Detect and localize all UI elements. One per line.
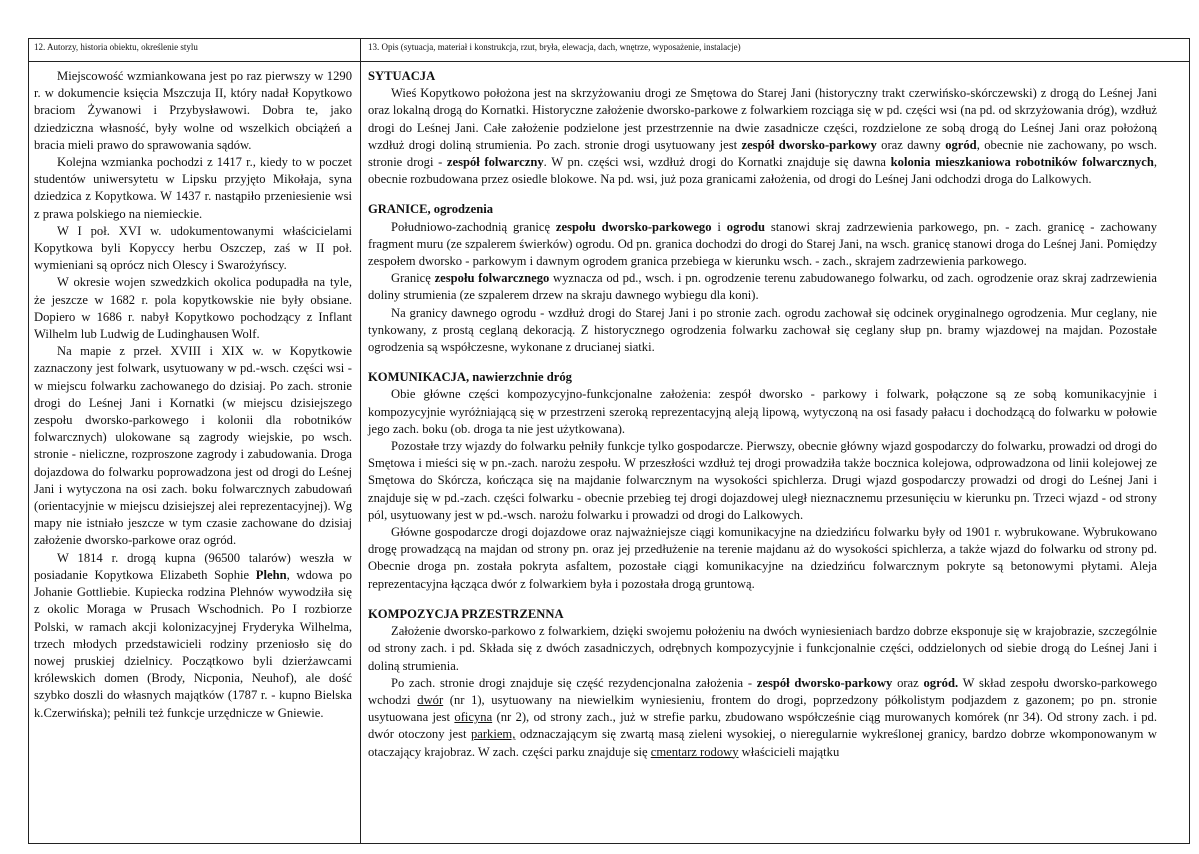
text-run: oraz: [892, 675, 924, 690]
emphasis: zespołu dworsko-parkowego: [555, 219, 712, 234]
text-run: Wieś Kopytkowo położona jest na skrzyżowaniu drogi ze Smętowa do Starej Jani (historyczny trakt czerwińsko-skórczewski) z drogą do Leśnej Jani oraz lokalną drogą do Kornatki. Historyczne założenie dworsko-parkowe z folwarkiem rozciąga się w pd. części wsi (na pd. od skrzyżowania dróg), wzdłuż drogi do Leśnej Jani. Całe założenie podzielone jest przestrzennie na dwie zasadnicze części, rozdzielone ze sobą drogą do Leśnej Jani oraz położoną wzdłuż drogi doliną strumienia. Po zach. stronie drogi usytuowany jest: [368, 86, 1157, 152]
history-paragraph: Kolejna wzmianka pochodzi z 1417 r., kiedy to w poczet studentów uniwersytetu w Lipsku przyjęto Mikołaja, syna dziedzica z Kopytkowa. W 1437 r. nastąpiło przeniesienie wsi z prawa polskiego na niemieckie.: [34, 155, 352, 221]
history-paragraph: Na mapie z przeł. XVIII i XIX w. w Kopytkowie zaznaczony jest folwark, usytuowany w pd.-wsch. części wsi - w miejscu folwarku zachowanego do dzisiaj. Po zach. stronie drogi do Leśnej Jani i Kornatki (w miejscu dzisiejszego zespołu dworsko-parkowego i kolonii dla robotników folwarcznych) ulokowane są zagrody wiejskie, po wsch. stronie - nieliczne, rozproszone zagrody i zabudowania. Droga dojazdowa do folwarku poprowadzona jest od drogi do Leśnej Jani i wytyczona na osi zach. boku folwarcznych zabudowań (orientacyjnie w miejscu dzisiejszej alei reprezentacyjnej). Wg mapy nie istniało jeszcze w tym czasie zachowane do dzisiaj założenie dworsko-parkowe oraz ogród.: [34, 344, 352, 548]
komunikacja-paragraph: Pozostałe trzy wjazdy do folwarku pełniły funkcje tylko gospodarcze. Pierwszy, obecnie główny wjazd gospodarczy do folwarku, prowadzi od drogi do Smętowa i mieści się w pn.-zach. narożu zespołu. W przeszłości wzdłuż tej drogi prowadziła także bocznica kolejowa, odprowadzona od linii kolejowej ze Smętowa do Skórcza, kończąca się na majdanie folwarcznym na wysokości spichlerza. Drugi wjazd gospodarczy prowadzi od drogi do Leśnej Jani i znajduje się w pd.-zach. części folwarku - obecnie przebieg tej drogi dojazdowej uległ nieznacznemu przesunięciu w kierunku pn. Trzeci wjazd - od strony pól, usytuowany jest w pd.-wsch. narożu folwarku i prowadzi od drogi do Lalkowych.: [368, 439, 1157, 522]
granice-paragraph: [368, 219, 1157, 271]
history-paragraph: Miejscowość wzmiankowana jest po raz pierwszy w 1290 r. w dokumencie księcia Mszczuja II, który nadał Kopytkowo braciom Żywanowi i Przybysławowi. Dobra te, jako dziedziczna własność, były wolne od wszelkich obciążeń a bracia mieli prawo do sprawowania sądów.: [34, 69, 352, 152]
section-title-sytuacja: SYTUACJA: [368, 69, 436, 83]
komunikacja-paragraph: Główne gospodarcze drogi dojazdowe oraz najważniejsze ciągi komunikacyjne na dziedzińcu folwarku były od 1901 r. wybrukowane. Wybrukowano drogę prowadzącą na majdan od strony pn. oraz jej przedłużenie na terenie majdanu aż do wysokości spichlerza, a także wjazd do folwarku od strony pd. Obecnie droga pn. została pokryta asfaltem, pozostałe ciągi komunikacyjne na dziedzińcu folwarcznym pokryte są betonowymi płytami. Aleja reprezentacyjna łącząca dwór z folwarkiem była i pozostała drogą gruntową.: [368, 525, 1157, 591]
text-run: , obecnie rozbudowana przez osiedle blokowe. Na pd. wsi, już poza granicami założenia, od drogi do Leśnej Jani odchodzi droga do Lalkowych.: [368, 155, 1158, 187]
underlined-term: parkiem,: [470, 727, 516, 742]
section-title-komunikacja: KOMUNIKACJA, nawierzchnie dróg: [368, 370, 572, 385]
section-title-kompozycja: KOMPOZYCJA PRZESTRZENNA: [368, 606, 564, 621]
text-run: wyznacza od pd., wsch. i pn. ogrodzenie terenu zabudowanego folwarku, od zach. ogrodzenie oraz skraj zadrzewienia doliny strumienia (ze szpalerem drzew na skraju dawnego wybiegu dla koni).: [368, 271, 1157, 303]
text-run: , obecnie nie zachowany, po wsch. stronie drogi -: [368, 137, 1157, 170]
emphasis: ogrodu: [726, 219, 766, 234]
text-run: , wdowa po Johanie Gottliebie. Kupiecka rodzina Plehnów wywodziła się z okolic Moraga w Prusach Wschodnich. Po I rozbiorze Polski, w ramach akcji kolonizacyjnej Fryderyka Wilhelma, trzech młodych przedstawicieli rodziny przeniosło się do nowej pruskiej dzielnicy. Początkowo byli dzierżawcami królewskich domen (Brody, Nicponia, Neuhof), ale dość szybko doszli do własnych majątków (1787 r. - kupno Bielska k.Czerwińska); pełnili też funkcje urzędnicze w Gniewie.: [34, 567, 353, 720]
emphasis: zespół dworsko-parkowy: [756, 675, 893, 690]
text-run: (nr 1), usytuowany na niewielkim wyniesieniu, frontem do drogi, poprzedzony półkolistym podjazdem z gazonem; po pn. stronie usytuowana jest: [368, 692, 1158, 725]
komunikacja-paragraph: Obie główne części kompozycyjno-funkcjonalne założenia: zespół dworsko - parkowy i folwark, połączone są ze sobą komunikacyjnie i kompozycyjnie wyróżniającą się w przestrzeni szeroką reprezentacyjną aleją lipową, wytyczoną na osi fasady pałacu i dochodzącą do folwarku w połowie jego zach. boku (ob. droga ta nie jest użytkowana).: [368, 387, 1157, 436]
description-column: [368, 68, 1157, 761]
emphasis: Plehn: [255, 567, 287, 582]
text-run: właścicieli majątku: [738, 744, 840, 759]
emphasis: zespół dworsko-parkowy: [741, 137, 877, 152]
text-run: W skład zespołu dworsko-parkowego wchodzi: [368, 675, 1158, 707]
text-run: Po zach. stronie drogi znajduje się część rezydencjonalna założenia -: [391, 675, 757, 690]
underlined-term: cmentarz rodowy: [650, 744, 739, 759]
left-column-header: 12. Autorzy, historia obiektu, określenie stylu: [34, 42, 198, 52]
emphasis: zespołu folwarcznego: [434, 271, 550, 286]
history-column: [34, 68, 352, 722]
emphasis: zespół folwarczny: [446, 155, 544, 170]
underlined-term: dwór: [417, 692, 444, 707]
emphasis: ogród: [945, 137, 977, 152]
granice-paragraph: [368, 270, 1157, 304]
text-run: odznaczającym się zwartą masą zieleni wysokiej, o nieregularnie wykreślonej granicy, bardzo dobrze wkomponowanym w otaczający krajobraz. W zach. części parku znajduje się: [368, 727, 1157, 759]
history-paragraph: [34, 550, 352, 722]
kompozycja-paragraph: Założenie dworsko-parkowo z folwarkiem, dzięki swojemu położeniu na dwóch wyniesieniach bardzo dobrze eksponuje się w krajobrazie, szczególnie od strony zach. i pd. Składa się z dwóch zasadniczych, odrębnych kompozycyjnie i funkcjonalnie części, oddzielonych od siebie drogą do Leśnej Jani i doliną strumienia.: [368, 624, 1157, 673]
text-run: Granicę: [391, 271, 435, 286]
text-run: (nr 2), od strony zach., już w strefie parku, zbudowano współcześnie ciąg murowanych komórek (nr 34). Od strony zach. i pd. dwór otoczony jest: [368, 710, 1157, 742]
history-paragraph: W okresie wojen szwedzkich okolica podupadła na tyle, że jeszcze w 1682 r. pola kopytkowskie nie były obsiane. Dopiero w 1686 r. nabył Kopytkowo pochodzący z Inflant Wilhelm lub Ludwig de Ludinghausen Wolf.: [34, 275, 352, 342]
emphasis: kolonia mieszkaniowa robotników folwarcznych: [890, 155, 1154, 170]
column-divider: [360, 38, 361, 844]
text-run: W 1814 r. drogą kupna (96500 talarów) weszła w posiadanie Kopytkowa Elizabeth Sophie: [34, 550, 352, 582]
header-rule: [28, 61, 1190, 62]
text-run: stanowi skraj zadrzewienia parkowego, pn. - zach. granicę - zachowany fragment muru (ze szpalerem świerków) ogrodu. Od pn. granica dochodzi do drogi do Starej Jani, na wsch. granicę stanowi droga do Leśnej Jani. Pomiędzy zespołem dworsko - parkowym i dawnym ogrodem granica przebiega w kierunku wsch. - zach., skrajem zadrzewienia parkowego.: [368, 219, 1157, 269]
history-paragraph: W I poł. XVI w. udokumentowanymi właścicielami Kopytkowa byli Kopyccy herbu Oszczep, zaś w II poł. wymieniani są oprócz nich Olescy i Swarożyńscy.: [34, 223, 352, 273]
right-column-header: 13. Opis (sytuacja, materiał i konstrukcja, rzut, bryła, elewacja, dach, wnętrze, wyposażenie, instalacje): [368, 42, 741, 52]
text-run: . W pn. części wsi, wzdłuż drogi do Kornatki znajduje się dawna: [543, 155, 891, 170]
emphasis: ogród.: [923, 675, 959, 690]
kompozycja-paragraph: [368, 675, 1157, 761]
granice-paragraph: Na granicy dawnego ogrodu - wzdłuż drogi do Starej Jani i po stronie zach. ogrodu zachował się odcinek oryginalnego ogrodzenia. Mur ceglany, nie tynkowany, z prostą ceglaną dekoracją. Z historycznego ogrodzenia folwarku zachował się ceglany słup pn. bramy wjazdowej na majdan. Pozostałe ogrodzenia są współczesne, wykonane z drucianej siatki.: [368, 305, 1157, 355]
text-run: oraz dawny: [876, 137, 946, 152]
text-run: i: [711, 219, 727, 234]
underlined-term: oficyna: [454, 710, 493, 725]
section-title-granice: GRANICE, ogrodzenia: [368, 202, 494, 217]
sytuacja-paragraph: [368, 85, 1157, 188]
text-run: Południowo-zachodnią granicę: [391, 219, 556, 234]
